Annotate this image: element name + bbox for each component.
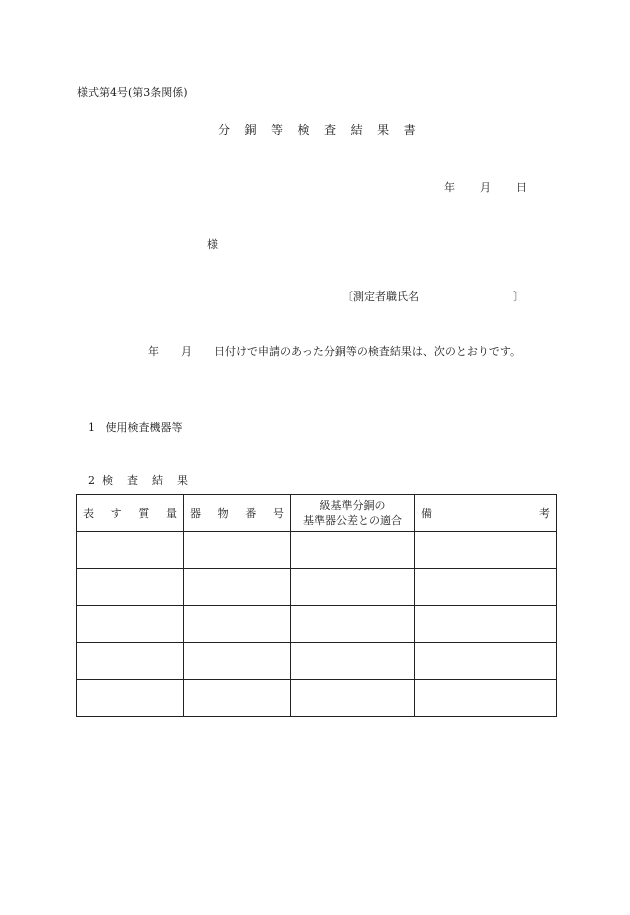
table-cell[interactable] <box>415 643 557 680</box>
title-char: 分 <box>218 123 231 137</box>
table-cell[interactable] <box>77 680 184 717</box>
header-instrument-number: 器 物 番 号 <box>184 495 291 532</box>
table-cell[interactable] <box>77 569 184 606</box>
statement-month: 月 <box>181 345 192 358</box>
form-reference: 様式第4号(第3条関係) <box>77 86 188 99</box>
table-cell[interactable] <box>184 569 291 606</box>
statement-text: 日付けで申請のあった分銅等の検査結果は、次のとおりです。 <box>214 345 522 358</box>
title-char: 検 <box>297 123 310 137</box>
table-cell[interactable] <box>291 532 415 569</box>
header-tolerance-conformity: 級基準分銅の 基準器公差との適合 <box>291 495 415 532</box>
table-cell[interactable] <box>77 606 184 643</box>
table-cell[interactable] <box>77 643 184 680</box>
title-char: 銅 <box>244 123 257 137</box>
table-row <box>77 643 557 680</box>
title-char: 査 <box>324 123 337 137</box>
date-year-label: 年 <box>444 181 455 194</box>
table-cell[interactable] <box>291 680 415 717</box>
title-char: 結 <box>350 123 363 137</box>
table-cell[interactable] <box>291 643 415 680</box>
table-row <box>77 680 557 717</box>
section-2-char: 結 <box>152 474 163 487</box>
table-row <box>77 532 557 569</box>
table-cell[interactable] <box>291 569 415 606</box>
table-cell[interactable] <box>77 532 184 569</box>
date-month-label: 月 <box>480 181 491 194</box>
header-remarks: 備 考 <box>415 495 557 532</box>
title-char: 果 <box>377 123 390 137</box>
table-cell[interactable] <box>415 569 557 606</box>
table-cell[interactable] <box>184 643 291 680</box>
inspection-results-table <box>76 494 557 717</box>
measurer-name-line <box>342 288 524 304</box>
table-row <box>77 569 557 606</box>
table-cell[interactable] <box>291 606 415 643</box>
result-statement <box>148 343 521 359</box>
date-day-label: 日 <box>516 181 527 194</box>
header-nominal-mass: 表 す 質 量 <box>77 495 184 532</box>
date-line <box>444 179 527 195</box>
section-1-heading <box>88 419 183 435</box>
title-char: 等 <box>271 123 284 137</box>
addressee-suffix: 様 <box>207 238 218 251</box>
table-cell[interactable] <box>184 606 291 643</box>
table-cell[interactable] <box>415 680 557 717</box>
section-1-label: 使用検査機器等 <box>105 421 183 434</box>
section-2-char: 査 <box>127 474 138 487</box>
section-2-number: 2 <box>88 474 95 487</box>
table-header-row <box>77 495 557 532</box>
title-char: 書 <box>403 123 416 137</box>
section-2-char: 検 <box>102 474 113 487</box>
section-1-number: 1 <box>88 421 95 434</box>
section-2-char: 果 <box>177 474 188 487</box>
measurer-close: 〕 <box>513 290 524 303</box>
measurer-open: 〔測定者職氏名 <box>342 290 419 303</box>
table-cell[interactable] <box>184 532 291 569</box>
table-cell[interactable] <box>415 532 557 569</box>
document-title <box>218 121 430 138</box>
statement-year: 年 <box>148 345 159 358</box>
table-row <box>77 606 557 643</box>
table-cell[interactable] <box>184 680 291 717</box>
section-2-heading <box>88 472 188 488</box>
table-cell[interactable] <box>415 606 557 643</box>
